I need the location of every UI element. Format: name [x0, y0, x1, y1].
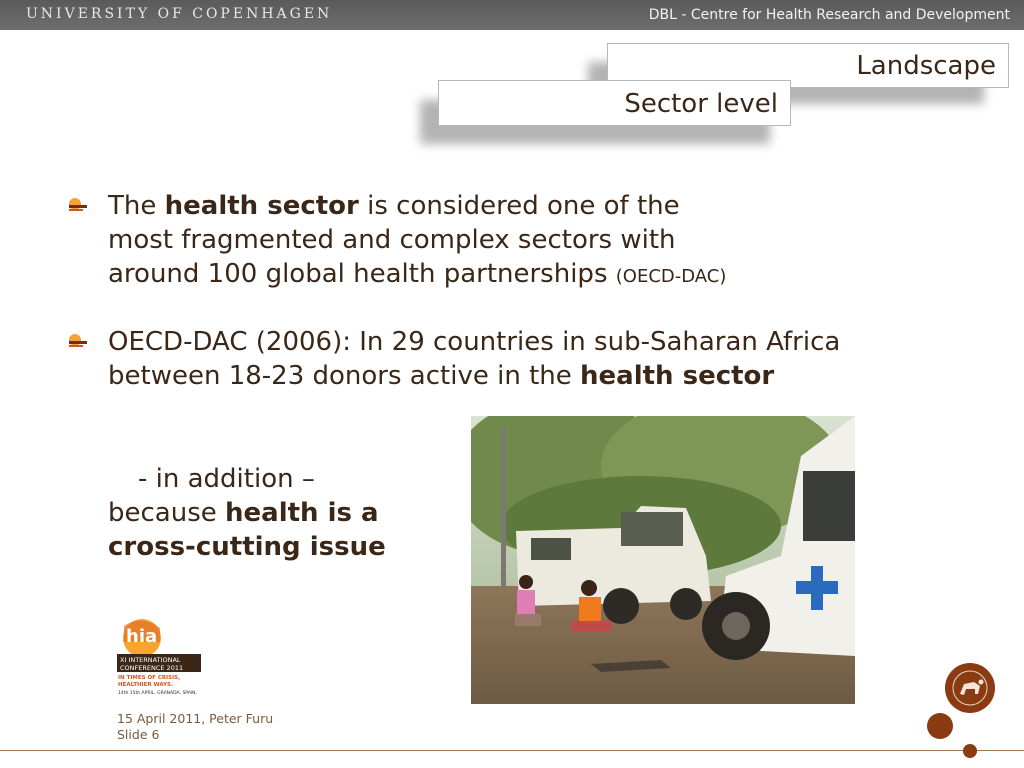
logo-line3: IN TIMES OF CRISIS,: [118, 675, 181, 681]
footer-slide-number: Slide 6: [117, 727, 160, 742]
note-line3-bold: cross-cutting issue: [108, 532, 386, 562]
logo-line1: XI INTERNATIONAL: [120, 656, 181, 664]
bullet-health-sector: [108, 189, 726, 294]
decor-dot-small: [963, 744, 977, 758]
decor-dot-large: [927, 713, 953, 739]
svg-text:hia: hia: [126, 626, 158, 647]
bullet2-line1: OECD-DAC (2006): In 29 countries in sub-Saharan Africa: [108, 327, 841, 357]
bullet2-line2-pre: between 18-23 donors active in the: [108, 361, 580, 391]
landscape-title: Landscape: [607, 43, 1009, 88]
university-seal-icon: [944, 662, 996, 714]
bullet-icon: [67, 196, 89, 216]
cross-cutting-note: [108, 462, 386, 564]
bullet1-source: (OECD-DAC): [615, 266, 727, 287]
logo-line5: 14th 15th APRIL, GRANADA, SPAIN.: [118, 691, 197, 696]
bullet-oecd-dac: [108, 325, 840, 393]
centre-name: DBL - Centre for Health Research and Development: [648, 7, 1010, 23]
sector-level-title: Sector level: [438, 80, 791, 126]
note-line1: - in addition –: [138, 464, 315, 494]
note-line2-bold: health is a: [225, 498, 379, 528]
bullet1-text-rest: is considered one of the: [358, 191, 680, 221]
bullet1-text-pre: The: [108, 191, 165, 221]
bullet2-bold: health sector: [580, 361, 775, 391]
conference-logo: [114, 618, 204, 698]
note-line2-pre: because: [108, 498, 226, 528]
field-photo: [471, 416, 855, 704]
bullet1-line2: most fragmented and complex sectors with: [108, 225, 676, 255]
logo-line4: HEALTHIER WAYS.: [118, 682, 174, 688]
university-name: UNIVERSITY OF COPENHAGEN: [26, 6, 333, 22]
footer-date-author: 15 April 2011, Peter Furu: [117, 711, 274, 726]
bullet1-line3: around 100 global health partnerships: [108, 259, 616, 289]
logo-line2: CONFERENCE 2011: [120, 664, 184, 672]
footer-rule: [0, 750, 1024, 751]
bullet-icon: [67, 332, 89, 352]
header-bar: [0, 0, 1024, 30]
bullet1-bold: health sector: [164, 191, 359, 221]
